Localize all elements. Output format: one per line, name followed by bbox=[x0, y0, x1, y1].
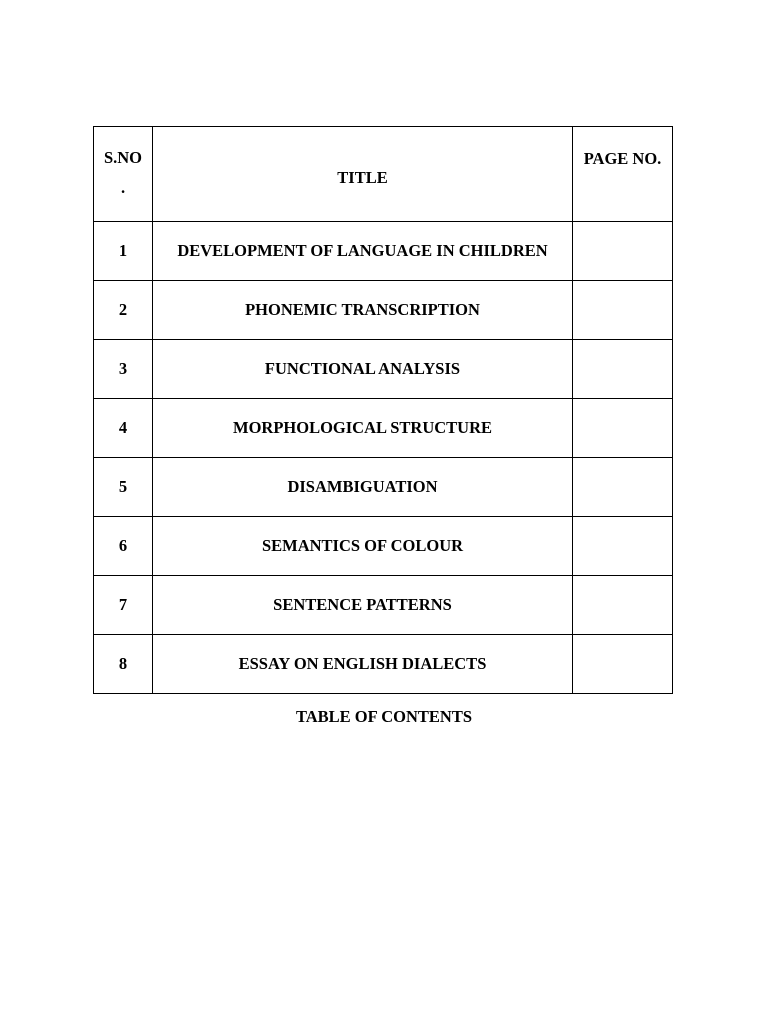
sno-header-line1: S.NO bbox=[103, 148, 143, 167]
table-row bbox=[94, 517, 673, 576]
row-title: PHONEMIC TRANSCRIPTION bbox=[153, 281, 573, 340]
row-title: DEVELOPMENT OF LANGUAGE IN CHILDREN bbox=[153, 222, 573, 281]
row-sno: 7 bbox=[94, 576, 153, 635]
table-row bbox=[94, 635, 673, 694]
row-title: FUNCTIONAL ANALYSIS bbox=[153, 340, 573, 399]
sno-header bbox=[94, 127, 153, 222]
row-sno: 8 bbox=[94, 635, 153, 694]
contents-table bbox=[93, 126, 673, 694]
table-header-row bbox=[94, 127, 673, 222]
table-caption: TABLE OF CONTENTS bbox=[295, 707, 473, 726]
row-page bbox=[573, 222, 673, 281]
table-row bbox=[94, 458, 673, 517]
table-row bbox=[94, 281, 673, 340]
row-page bbox=[573, 576, 673, 635]
row-page bbox=[573, 340, 673, 399]
page-number-header: PAGE NO. bbox=[573, 127, 673, 222]
row-title: SEMANTICS OF COLOUR bbox=[153, 517, 573, 576]
table-row bbox=[94, 222, 673, 281]
table-row bbox=[94, 340, 673, 399]
row-sno: 1 bbox=[94, 222, 153, 281]
row-title: SENTENCE PATTERNS bbox=[153, 576, 573, 635]
table-row bbox=[94, 576, 673, 635]
row-sno: 5 bbox=[94, 458, 153, 517]
sno-header-line2: . bbox=[120, 178, 126, 197]
row-sno: 2 bbox=[94, 281, 153, 340]
row-sno: 3 bbox=[94, 340, 153, 399]
row-page bbox=[573, 281, 673, 340]
row-title: MORPHOLOGICAL STRUCTURE bbox=[153, 399, 573, 458]
row-sno: 6 bbox=[94, 517, 153, 576]
row-page bbox=[573, 399, 673, 458]
row-page bbox=[573, 458, 673, 517]
title-header: TITLE bbox=[153, 127, 573, 222]
table-row bbox=[94, 399, 673, 458]
row-sno: 4 bbox=[94, 399, 153, 458]
row-title: DISAMBIGUATION bbox=[153, 458, 573, 517]
row-title: ESSAY ON ENGLISH DIALECTS bbox=[153, 635, 573, 694]
row-page bbox=[573, 635, 673, 694]
row-page bbox=[573, 517, 673, 576]
